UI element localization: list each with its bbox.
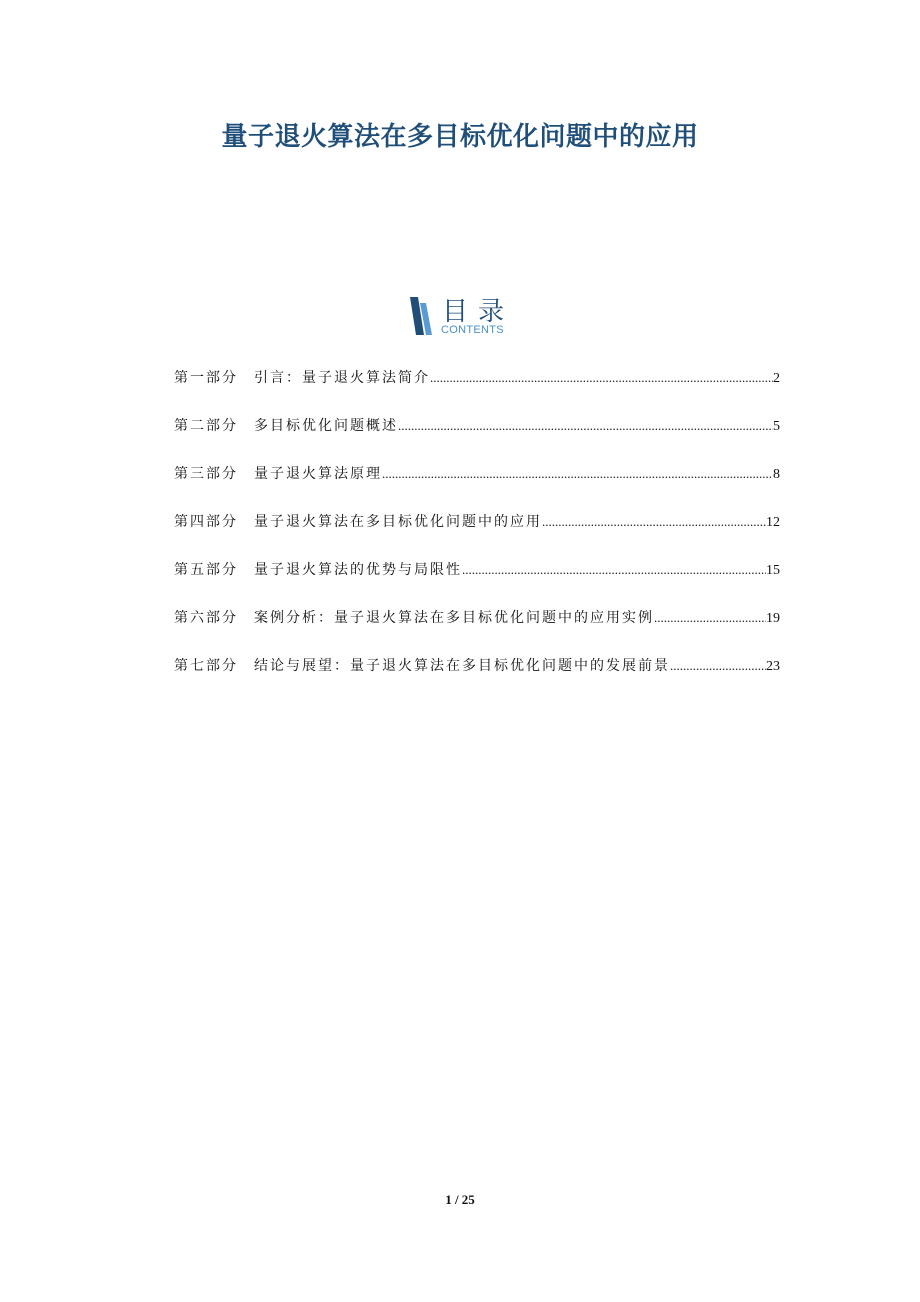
toc-entry-title: 量子退火算法原理 [254, 466, 382, 482]
toc-entry-title: 量子退火算法在多目标优化问题中的应用 [254, 514, 542, 530]
toc-entry-part: 第三部分 [174, 466, 238, 482]
table-of-contents [174, 367, 780, 703]
toc-dot-leader [382, 466, 773, 482]
toc-entry[interactable] [174, 367, 780, 415]
toc-entry-page: 23 [766, 659, 780, 674]
toc-entry[interactable] [174, 463, 780, 511]
toc-heading: 目录 [442, 297, 515, 327]
toc-dot-leader [654, 610, 766, 626]
toc-entry-title: 多目标优化问题概述 [254, 418, 398, 434]
toc-entry-part: 第一部分 [174, 370, 238, 386]
toc-dot-leader [542, 514, 766, 530]
toc-entry-page: 19 [766, 611, 780, 626]
toc-entry-page: 5 [773, 419, 780, 434]
toc-dot-leader [430, 370, 773, 386]
toc-entry[interactable] [174, 655, 780, 703]
document-title: 量子退火算法在多目标优化问题中的应用 [221, 122, 699, 152]
toc-entry-page: 2 [773, 371, 780, 386]
toc-entry-part: 第七部分 [174, 658, 238, 674]
toc-entry-title: 引言：量子退火算法简介 [254, 370, 430, 386]
toc-entry-part: 第二部分 [174, 418, 238, 434]
toc-entry-page: 8 [773, 467, 780, 482]
toc-entry[interactable] [174, 511, 780, 559]
toc-entry[interactable] [174, 415, 780, 463]
toc-entry-title: 结论与展望：量子退火算法在多目标优化问题中的发展前景 [254, 658, 670, 674]
toc-entry[interactable] [174, 559, 780, 607]
toc-entry-part: 第四部分 [174, 514, 238, 530]
toc-entry-part: 第六部分 [174, 610, 238, 626]
toc-entry-page: 15 [766, 563, 780, 578]
toc-entry-title: 案例分析：量子退火算法在多目标优化问题中的应用实例 [254, 610, 654, 626]
toc-dot-leader [670, 658, 766, 674]
toc-entry-title: 量子退火算法的优势与局限性 [254, 562, 462, 578]
toc-entry-part: 第五部分 [174, 562, 238, 578]
toc-subheading: CONTENTS [441, 324, 504, 336]
toc-dot-leader [462, 562, 766, 578]
toc-dot-leader [398, 418, 773, 434]
page-indicator: 1 / 25 [445, 1192, 475, 1207]
toc-entry[interactable] [174, 607, 780, 655]
toc-header [404, 293, 524, 339]
toc-entry-page: 12 [766, 515, 780, 530]
contents-logo-icon [408, 295, 434, 337]
